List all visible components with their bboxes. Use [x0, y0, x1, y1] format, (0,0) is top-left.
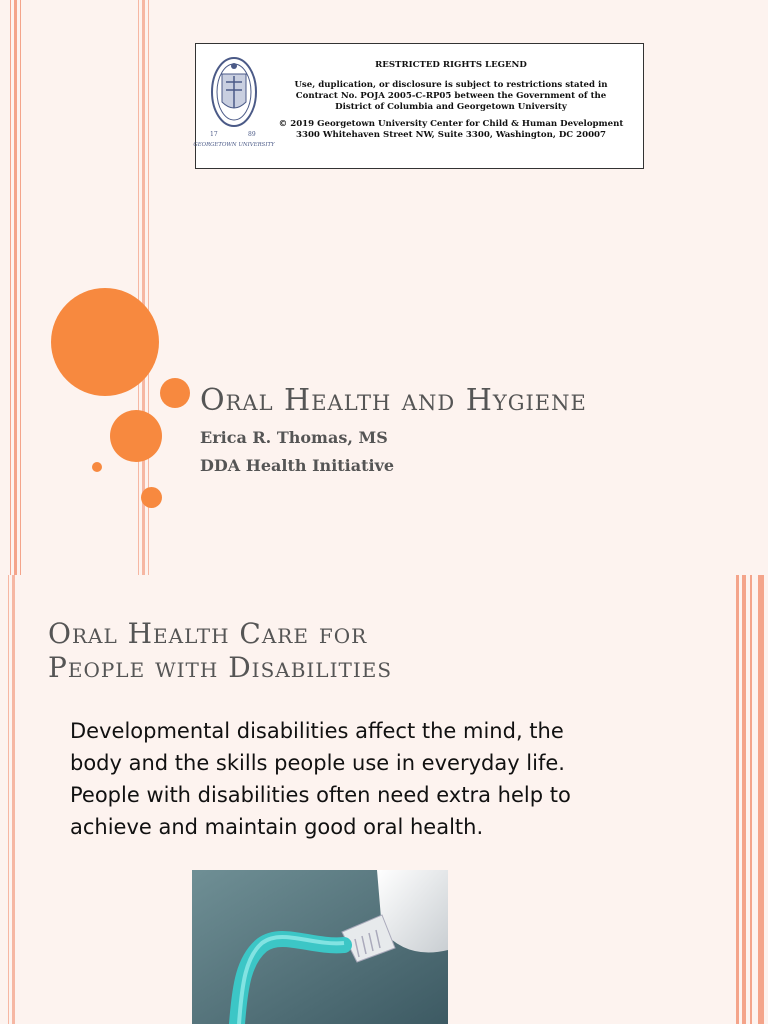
legend-address: 3300 Whitehaven Street NW, Suite 3300, Washington, DC 20007 — [295, 130, 607, 140]
decor-stripe — [20, 0, 21, 575]
decor-circle-large — [51, 288, 159, 396]
body-line: achieve and maintain good oral health. — [70, 815, 484, 839]
legend-body-line: Contract No. POJA 2005-C-RP05 between the Government of the — [295, 91, 607, 101]
body-line: Developmental disabilities affect the mind, the — [70, 719, 564, 743]
author-name: Erica R. Thomas, MS — [200, 428, 388, 447]
decor-stripe — [736, 575, 739, 1024]
svg-text:GEORGETOWN UNIVERSITY: GEORGETOWN UNIVERSITY — [193, 142, 275, 148]
legend-copyright: © 2019 Georgetown University Center for Child & Human Development — [278, 119, 624, 129]
slide-heading-line: Oral Health Care for — [48, 617, 368, 650]
toothpaste-photo — [192, 870, 448, 1024]
body-line: People with disabilities often need extra help to — [70, 783, 571, 807]
body-line: body and the skills people use in everyday life. — [70, 751, 565, 775]
slide-heading-line: People with Disabilities — [48, 651, 393, 684]
decor-circle — [141, 487, 162, 508]
slide-title-heading: Oral Health and Hygiene — [200, 383, 587, 418]
georgetown-seal-icon — [193, 52, 275, 162]
legend-body-line: Use, duplication, or disclosure is subject to restrictions stated in — [294, 80, 608, 90]
legend-title: RESTRICTED RIGHTS LEGEND — [375, 60, 527, 70]
decor-circle — [160, 378, 190, 408]
slide-oral-health-care — [0, 575, 768, 1024]
decor-stripe — [12, 575, 15, 1024]
slide-body-text — [70, 715, 670, 843]
decor-stripe — [8, 575, 9, 1024]
decor-stripe — [750, 575, 752, 1024]
decor-stripe — [138, 0, 139, 575]
svg-text:17: 17 — [210, 131, 218, 138]
decor-circle-small — [92, 462, 102, 472]
decor-stripe — [10, 0, 11, 575]
organization-name: DDA Health Initiative — [200, 456, 395, 475]
svg-text:89: 89 — [248, 131, 256, 138]
decor-stripe — [758, 575, 764, 1024]
legend-body-line: District of Columbia and Georgetown University — [335, 102, 567, 112]
decor-stripe — [742, 575, 746, 1024]
decor-stripe — [14, 0, 17, 575]
restricted-rights-legend — [195, 43, 644, 169]
decor-circle — [110, 410, 162, 462]
legend-text — [266, 60, 636, 141]
slide-heading — [48, 617, 392, 685]
